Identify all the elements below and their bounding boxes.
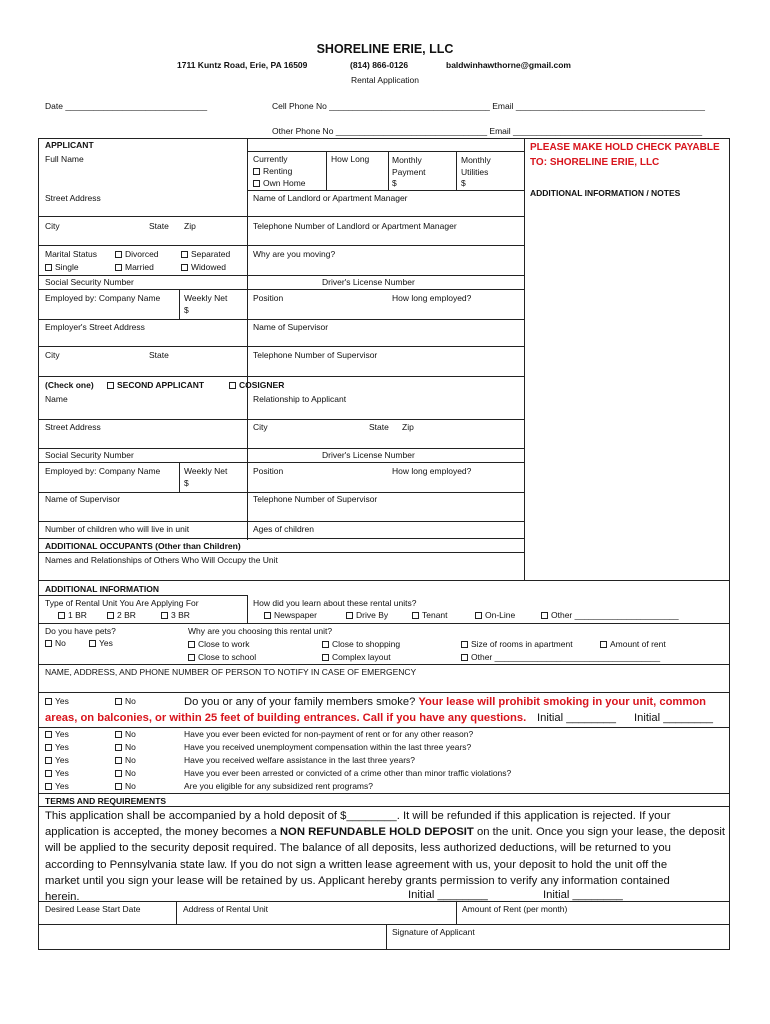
rent-amount-label: Amount of Rent (per month): [462, 904, 568, 914]
street-address-label: Street Address: [45, 193, 101, 203]
occupants-names-label: Names and Relationships of Others Who Will Occupy the Unit: [45, 555, 278, 565]
weekly-net-label: Weekly Net: [184, 293, 228, 303]
online-checkbox[interactable]: On-Line: [475, 610, 515, 620]
emergency-contact-label: NAME, ADDRESS, AND PHONE NUMBER OF PERSON TO NOTIFY IN CASE OF EMERGENCY: [45, 667, 417, 677]
second-weekly-net-label: Weekly Net: [184, 466, 228, 476]
q4-yes-checkbox[interactable]: Yes: [45, 768, 69, 778]
drive-by-checkbox[interactable]: Drive By: [346, 610, 388, 620]
question-subsidized: Are you eligible for any subsidized rent programs?: [184, 781, 373, 791]
smoking-initial-2[interactable]: Initial ________: [634, 712, 714, 724]
smoke-yes-checkbox[interactable]: Yes: [45, 696, 69, 706]
rental-address-label: Address of Rental Unit: [183, 904, 269, 914]
second-license-label: Driver's License Number: [322, 450, 415, 460]
supervisor-label: Name of Supervisor: [253, 322, 329, 332]
question-evicted: Have you ever been evicted for non-payment of rent or for any other reason?: [184, 729, 474, 739]
terms-text: This application shall be accompanied by a hold deposit of $________. It will be refunded if this application is rejected. If your application is accepted, the money becomes a NON REFUNDABLE HOLD DEPOSIT on the unit. Once you sign your lease, the deposit will be applied to the security deposit required. The balance of all deposits, less authorized deductions, will be returned to you according to Pennsylvania state law. If you do not sign a written lease agreement with us, your deposit to hold the unit off the market until you sign your lease will be retained by us. Applicant hereby grants permission to verify any information contained herein.: [45, 810, 726, 904]
employer-street-label: Employer's Street Address: [45, 322, 145, 332]
check-one-label: (Check one): [45, 380, 94, 390]
q2-yes-checkbox[interactable]: Yes: [45, 742, 69, 752]
close-to-work-checkbox[interactable]: Close to work: [188, 639, 250, 649]
position-label: Position: [253, 293, 284, 303]
q3-no-checkbox[interactable]: No: [115, 755, 136, 765]
close-to-shopping-checkbox[interactable]: Close to shopping: [322, 639, 400, 649]
smoking-initial-1[interactable]: Initial ________: [537, 712, 617, 724]
q1-no-checkbox[interactable]: No: [115, 729, 136, 739]
close-to-school-checkbox[interactable]: Close to school: [188, 652, 256, 662]
additional-notes-label: ADDITIONAL INFORMATION / NOTES: [530, 188, 681, 198]
single-checkbox[interactable]: Single: [45, 262, 79, 272]
document-title: Rental Application: [350, 75, 420, 85]
landlord-name-label: Name of Landlord or Apartment Manager: [253, 193, 408, 203]
why-moving-label: Why are you moving?: [253, 249, 336, 259]
second-supervisor-phone-label: Telephone Number of Supervisor: [253, 494, 378, 504]
company-phone: (814) 866-0126: [350, 60, 409, 70]
employer-state-label: State: [149, 350, 169, 360]
question-unemployment: Have you received unemployment compensation within the last three years?: [184, 742, 472, 752]
license-label: Driver's License Number: [322, 277, 415, 287]
question-arrested: Have you ever been arrested or convicted of a crime other than minor traffic violations?: [184, 768, 512, 778]
learn-about-label: How did you learn about these rental units?: [253, 598, 417, 608]
smoking-question: Do you or any of your family members smoke? Your lease will prohibit smoking in your unit, common: [184, 696, 706, 708]
children-count-label: Number of children who will live in unit: [45, 524, 190, 534]
3br-checkbox[interactable]: 3 BR: [161, 610, 190, 620]
married-checkbox[interactable]: Married: [115, 262, 154, 272]
q1-yes-checkbox[interactable]: Yes: [45, 729, 69, 739]
second-street-label: Street Address: [45, 422, 101, 432]
q5-no-checkbox[interactable]: No: [115, 781, 136, 791]
city-label: City: [45, 221, 60, 231]
why-choose-label: Why are you choosing this rental unit?: [188, 626, 333, 636]
cell-phone-email-field[interactable]: Cell Phone No __________________________________ Email ________________________________________: [272, 101, 705, 111]
widowed-checkbox[interactable]: Widowed: [181, 262, 226, 272]
q3-yes-checkbox[interactable]: Yes: [45, 755, 69, 765]
second-name-label: Name: [45, 394, 68, 404]
smoke-no-checkbox[interactable]: No: [115, 696, 136, 706]
question-welfare: Have you received welfare assistance in the last three years?: [184, 755, 416, 765]
currently-label: Currently: [253, 154, 288, 164]
hold-check-note: PLEASE MAKE HOLD CHECK PAYABLE TO: SHORELINE ERIE, LLC: [530, 142, 720, 168]
q4-no-checkbox[interactable]: No: [115, 768, 136, 778]
1br-checkbox[interactable]: 1 BR: [58, 610, 87, 620]
second-city-label: City: [253, 422, 268, 432]
second-employer-label: Employed by: Company Name: [45, 466, 161, 476]
state-label: State: [149, 221, 169, 231]
2br-checkbox[interactable]: 2 BR: [107, 610, 136, 620]
terms-initial-2[interactable]: Initial ________: [543, 889, 623, 901]
second-ssn-label: Social Security Number: [45, 450, 134, 460]
newspaper-checkbox[interactable]: Newspaper: [264, 610, 317, 620]
cosigner-checkbox[interactable]: COSIGNER: [229, 380, 284, 390]
pets-label: Do you have pets?: [45, 626, 116, 636]
room-size-checkbox[interactable]: Size of rooms in apartment: [461, 639, 573, 649]
renting-checkbox[interactable]: Renting: [253, 166, 292, 176]
how-long-label: How Long: [331, 154, 370, 164]
company-address: 1711 Kuntz Road, Erie, PA 16509: [177, 60, 308, 70]
own-home-checkbox[interactable]: Own Home: [253, 178, 306, 188]
terms-initial-1[interactable]: Initial ________: [408, 889, 488, 901]
company-name: SHORELINE ERIE, LLC: [316, 42, 454, 56]
monthly-utilities-label: Monthly Utilities: [461, 155, 491, 177]
additional-info-title: ADDITIONAL INFORMATION: [45, 584, 159, 594]
unit-type-label: Type of Rental Unit You Are Applying For: [45, 598, 199, 608]
relationship-label: Relationship to Applicant: [253, 394, 347, 404]
company-email: baldwinhawthorne@gmail.com: [446, 60, 571, 70]
second-how-long-employed-label: How long employed?: [392, 466, 472, 476]
monthly-payment-label: Monthly Payment: [392, 155, 426, 177]
other-phone-email-field[interactable]: Other Phone No ________________________________ Email ________________________________________: [272, 126, 703, 136]
q2-no-checkbox[interactable]: No: [115, 742, 136, 752]
q5-yes-checkbox[interactable]: Yes: [45, 781, 69, 791]
terms-title: TERMS AND REQUIREMENTS: [45, 796, 167, 806]
how-long-employed-label: How long employed?: [392, 293, 472, 303]
employer-label: Employed by: Company Name: [45, 293, 161, 303]
signature-label[interactable]: Signature of Applicant: [392, 927, 475, 937]
complex-layout-checkbox[interactable]: Complex layout: [322, 652, 391, 662]
second-position-label: Position: [253, 466, 284, 476]
rent-amount-checkbox[interactable]: Amount of rent: [600, 639, 666, 649]
occupants-title: ADDITIONAL OCCUPANTS (Other than Children): [45, 541, 241, 551]
employer-city-label: City: [45, 350, 60, 360]
marital-status-label: Marital Status: [45, 249, 97, 259]
ssn-label: Social Security Number: [45, 277, 134, 287]
landlord-phone-label: Telephone Number of Landlord or Apartment Manager: [253, 221, 457, 231]
tenant-checkbox[interactable]: Tenant: [412, 610, 448, 620]
separated-checkbox[interactable]: Separated: [181, 249, 230, 259]
date-field[interactable]: Date ______________________________: [45, 101, 208, 111]
other-reason-checkbox[interactable]: Other ___________________________________: [461, 652, 660, 662]
divorced-checkbox[interactable]: Divorced: [115, 249, 159, 259]
children-ages-label: Ages of children: [253, 524, 314, 534]
other-source-checkbox[interactable]: Other ______________________: [541, 610, 679, 620]
pets-no-checkbox[interactable]: No: [45, 638, 66, 648]
smoking-warning: areas, on balconies, or within 25 feet of building entrances. Call if you have any questions.: [45, 712, 527, 724]
full-name-label: Full Name: [45, 154, 84, 164]
pets-yes-checkbox[interactable]: Yes: [89, 638, 113, 648]
lease-start-label: Desired Lease Start Date: [45, 904, 141, 914]
applicant-section-title: APPLICANT: [45, 140, 94, 150]
second-supervisor-label: Name of Supervisor: [45, 494, 121, 504]
second-state-label: State: [369, 422, 389, 432]
second-zip-label: Zip: [402, 422, 414, 432]
zip-label: Zip: [184, 221, 196, 231]
second-applicant-checkbox[interactable]: SECOND APPLICANT: [107, 380, 204, 390]
supervisor-phone-label: Telephone Number of Supervisor: [253, 350, 378, 360]
